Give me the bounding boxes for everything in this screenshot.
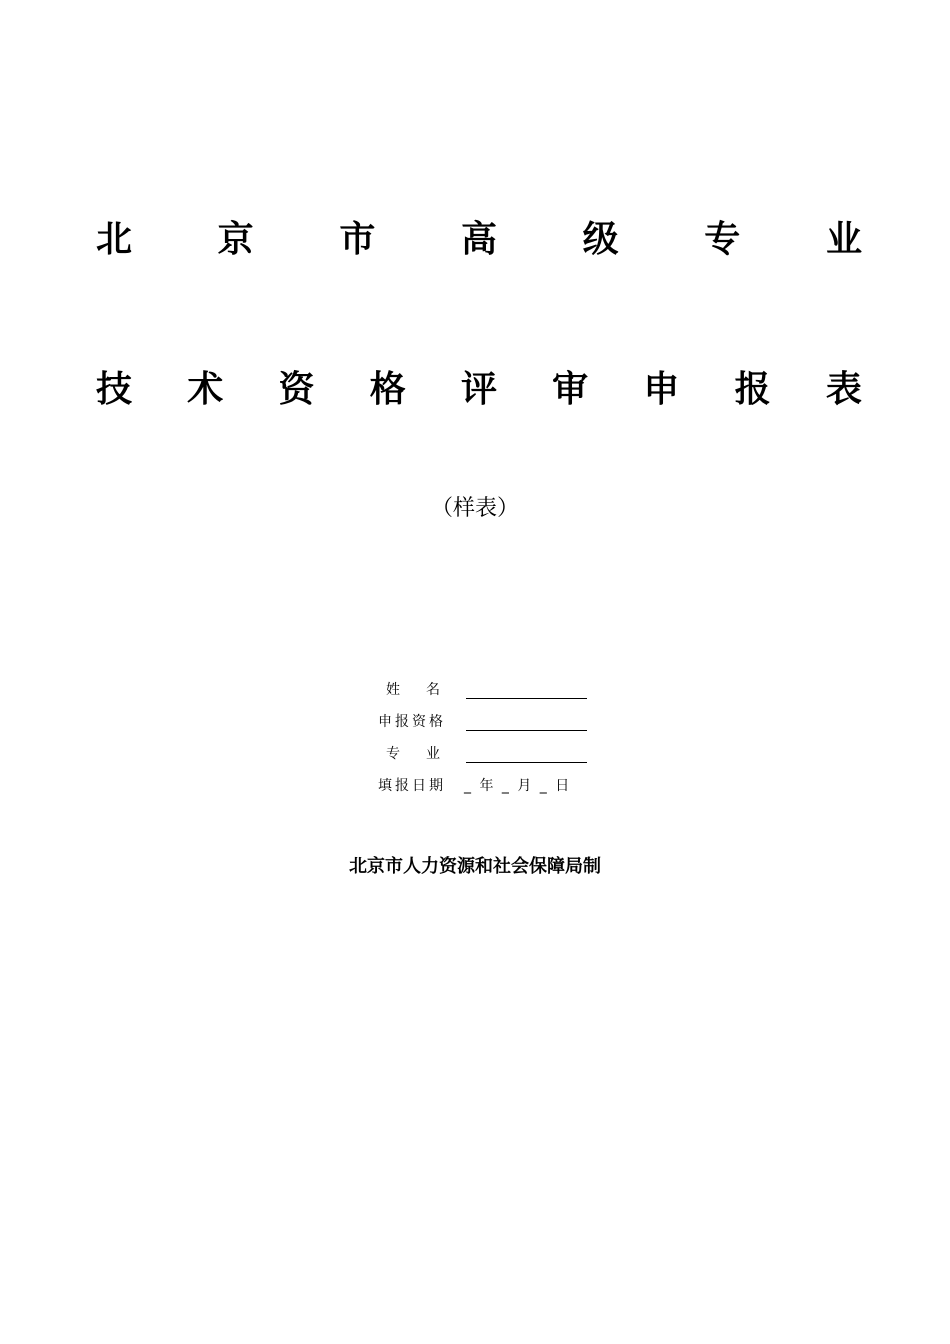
title-line-1 [96, 218, 862, 262]
label-char: 专 [386, 746, 400, 762]
title-char: 技 [96, 369, 133, 410]
title-char: 格 [369, 369, 406, 410]
label-char: 业 [426, 746, 440, 762]
name-field-label [386, 678, 440, 702]
major-field-line[interactable] [466, 762, 587, 763]
label-char: 名 [426, 682, 440, 698]
date-field-label: 填报日期 [378, 778, 446, 794]
qualification-field-line[interactable] [466, 730, 587, 731]
title-char: 评 [460, 369, 497, 410]
title-line-2 [96, 368, 862, 412]
date-field-row [372, 774, 602, 806]
title-char: 审 [552, 369, 589, 410]
title-char: 北 [96, 219, 133, 260]
title-char: 申 [643, 369, 680, 410]
date-field-value[interactable]: _ 年 _ 月 _ 日 [464, 778, 572, 794]
title-char: 高 [460, 219, 497, 260]
title-char: 表 [825, 369, 862, 410]
major-field-row [372, 742, 602, 774]
title-char: 术 [187, 369, 224, 410]
label-char: 姓 [386, 682, 400, 698]
title-char: 报 [734, 369, 771, 410]
issuer-text: 北京市人力资源和社会保障局制 [349, 856, 601, 877]
name-field-row [372, 678, 602, 710]
subtitle: （样表） [430, 496, 519, 521]
title-char: 业 [825, 219, 862, 260]
qualification-field-label: 申报资格 [378, 714, 446, 730]
title-char: 级 [582, 219, 619, 260]
name-field-line[interactable] [466, 698, 587, 699]
qualification-field-row [372, 710, 602, 742]
title-char: 京 [217, 219, 254, 260]
title-char: 资 [278, 369, 315, 410]
title-char: 专 [704, 219, 741, 260]
title-char: 市 [339, 219, 376, 260]
applicant-fields [372, 678, 602, 806]
major-field-label [386, 742, 440, 766]
